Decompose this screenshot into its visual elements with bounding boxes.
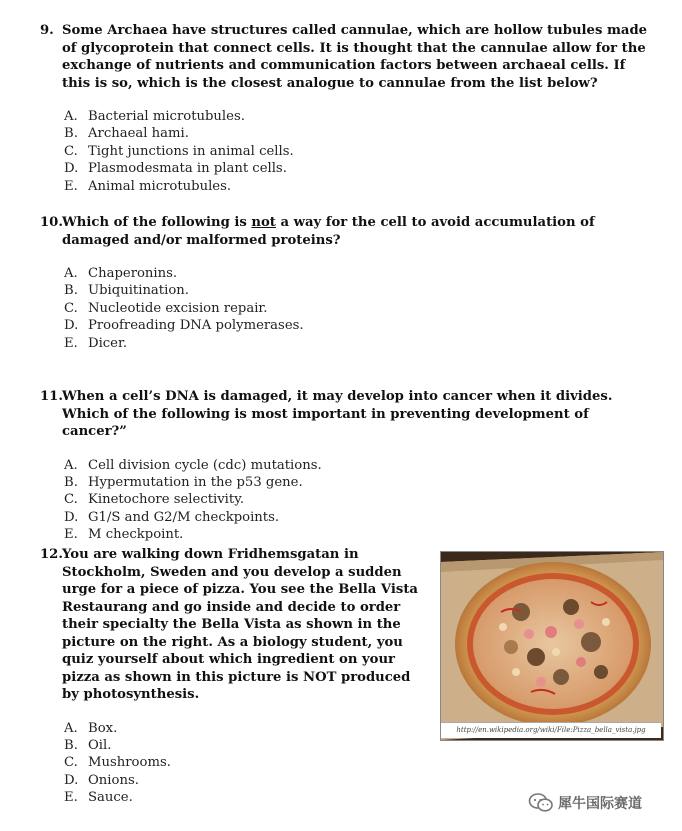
options-list <box>40 265 650 352</box>
question-number: 11. <box>40 389 63 404</box>
option-c[interactable] <box>40 491 650 508</box>
question-stem <box>40 546 425 704</box>
option-d[interactable] <box>40 160 650 177</box>
option-b[interactable] <box>40 125 650 142</box>
question-text: You are walking down Fridhemsgatan in Stockholm, Sweden and you develop a sudden urge for a piece of pizza. You see the Bella Vista Restaurang and go inside and decide to order their specialty the Bella Vista as shown in the picture on the right. As a biology student, you quiz yourself about which ingredient on your pizza as shown in this picture is NOT produced by photosynthesis. <box>62 547 418 702</box>
option-text: Mushrooms. <box>88 755 171 771</box>
option-letter: D. <box>64 161 79 177</box>
option-text: Cell division cycle (cdc) mutations. <box>88 457 322 473</box>
option-b[interactable] <box>40 737 425 754</box>
option-letter: C. <box>64 143 78 159</box>
option-text: Plasmodesmata in plant cells. <box>88 161 287 177</box>
option-letter: E. <box>64 178 78 194</box>
option-b[interactable] <box>40 282 650 299</box>
option-text: G1/S and G2/M checkpoints. <box>88 509 280 525</box>
option-d[interactable] <box>40 317 650 334</box>
watermark-text: 犀牛国际赛道 <box>558 796 642 812</box>
option-d[interactable] <box>40 772 425 789</box>
option-a[interactable] <box>40 720 425 737</box>
question-text: Some Archaea have structures called cannulae, which are hollow tubules made of glycoprotein that connect cells. It is thought that the cannulae allow for the exchange of nutrients and communication factors between archaeal cells. If this is so, which is the closest analogue to cannulae from the list below? <box>62 23 648 91</box>
pizza-illustration <box>441 552 663 740</box>
question-11 <box>40 388 650 544</box>
option-text: Proofreading DNA polymerases. <box>88 318 304 334</box>
option-letter: D. <box>64 772 79 788</box>
option-c[interactable] <box>40 300 650 317</box>
wechat-icon <box>528 792 554 814</box>
question-number: 12. <box>40 547 63 562</box>
option-text: Bacterial microtubules. <box>88 109 245 124</box>
option-text: Nucleotide excision repair. <box>88 300 268 316</box>
option-letter: E. <box>64 335 78 351</box>
option-e[interactable] <box>40 526 650 543</box>
option-letter: A. <box>64 457 78 473</box>
option-e[interactable] <box>40 789 425 806</box>
option-letter: A. <box>64 266 78 281</box>
option-text: Oil. <box>88 737 112 753</box>
option-c[interactable] <box>40 754 425 771</box>
option-d[interactable] <box>40 509 650 526</box>
question-text-underlined: not <box>251 215 276 230</box>
option-text: Ubiquitination. <box>88 283 189 299</box>
option-text: Hypermutation in the p53 gene. <box>88 474 303 490</box>
option-text: Dicer. <box>88 335 128 351</box>
option-letter: A. <box>64 720 78 736</box>
option-letter: E. <box>64 790 78 806</box>
option-letter: B. <box>64 474 78 490</box>
option-letter: C. <box>64 300 78 316</box>
option-text: Kinetochore selectivity. <box>88 492 245 508</box>
question-text: When a cell’s DNA is damaged, it may develop into cancer when it divides. Which of the following is most important in preventing development of cancer?” <box>62 389 613 439</box>
option-a[interactable] <box>40 108 650 125</box>
option-text: Chaperonins. <box>88 266 178 281</box>
question-10 <box>40 214 650 352</box>
option-text: Onions. <box>88 772 139 788</box>
option-text: Sauce. <box>88 790 133 806</box>
option-letter: B. <box>64 126 78 142</box>
question-number: 9. <box>40 23 54 38</box>
option-text: Archaeal hami. <box>88 126 189 142</box>
option-b[interactable] <box>40 474 650 491</box>
question-text-before: Which of the following is <box>62 215 252 230</box>
image-caption: http://en.wikipedia.org/wiki/File:Pizza_bella_vista.jpg <box>441 722 661 738</box>
option-text: Tight junctions in animal cells. <box>88 143 294 159</box>
question-text-after: a way for the cell to avoid accumulation of damaged and/or malformed proteins? <box>62 215 595 248</box>
watermark <box>528 792 642 814</box>
pizza-photo <box>440 551 664 741</box>
option-e[interactable] <box>40 335 650 352</box>
option-letter: D. <box>64 318 79 334</box>
options-list <box>40 720 425 807</box>
options-list <box>40 108 650 195</box>
option-text: M checkpoint. <box>88 527 184 543</box>
question-stem <box>40 22 650 92</box>
option-text: Animal microtubules. <box>88 178 232 194</box>
option-a[interactable] <box>40 457 650 474</box>
option-letter: A. <box>64 109 78 124</box>
option-c[interactable] <box>40 143 650 160</box>
question-12 <box>40 546 425 807</box>
option-letter: C. <box>64 492 78 508</box>
question-number: 10. <box>40 215 63 230</box>
option-letter: D. <box>64 509 79 525</box>
question-stem <box>40 388 650 441</box>
option-letter: E. <box>64 527 78 543</box>
option-letter: B. <box>64 737 78 753</box>
option-text: Box. <box>88 720 118 736</box>
option-letter: B. <box>64 283 78 299</box>
option-e[interactable] <box>40 178 650 195</box>
option-a[interactable] <box>40 265 650 282</box>
option-letter: C. <box>64 755 78 771</box>
question-9 <box>40 22 650 195</box>
question-stem <box>40 214 650 249</box>
options-list <box>40 457 650 544</box>
